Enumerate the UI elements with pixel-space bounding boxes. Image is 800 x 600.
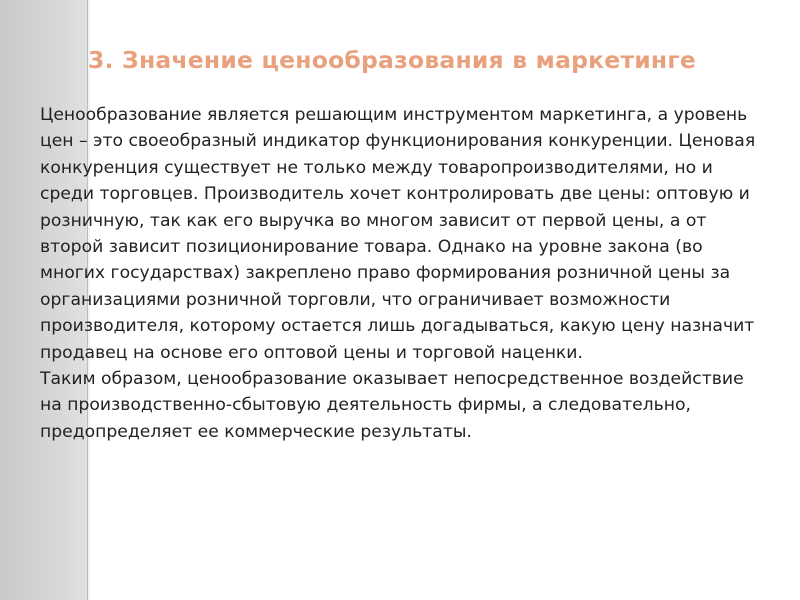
slide-title: 3. Значение ценообразования в маркетинге	[88, 46, 696, 74]
slide-body	[40, 102, 760, 445]
body-paragraph-1: Ценообразование является решающим инструментом маркетинга, а уровень цен – это своеобразный индикатор функционирования конкуренции. Ценовая конкуренция существует не только между товаропроизводителями, но и среди торговцев. Производитель хочет контролировать две цены: оптовую и розничную, так как его выручка во многом зависит от первой цены, а от второй зависит позиционирование товара. Однако на уровне закона (во многих государствах) закреплено право формирования розничной цены за организациями розничной торговли, что ограничивает возможности производителя, которому остается лишь догадываться, какую цену назначит продавец на основе его оптовой цены и торговой наценки.	[40, 105, 756, 363]
body-paragraph-2: Таким образом, ценообразование оказывает непосредственное воздействие на производственно-сбытовую деятельность фирмы, а следовательно, предопределяет ее коммерческие результаты.	[40, 369, 744, 442]
